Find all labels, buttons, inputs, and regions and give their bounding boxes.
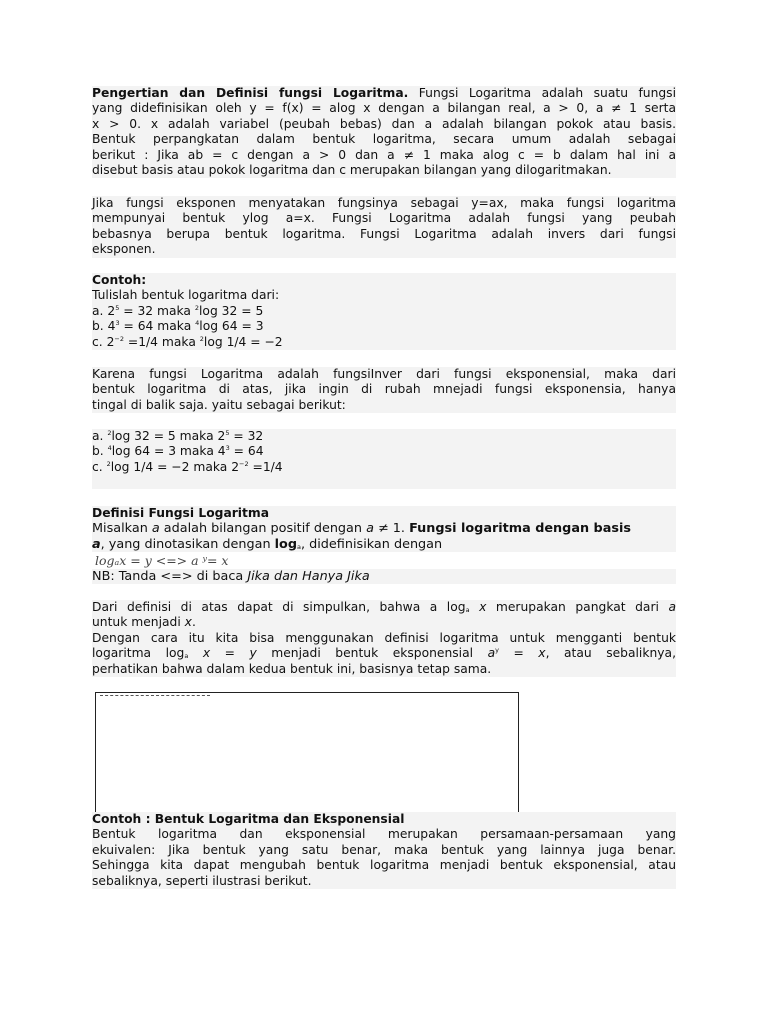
definisi-line-1: Misalkan a adalah bilangan positif dengan a ≠ 1. Fungsi logaritma dengan basis bbox=[92, 521, 631, 537]
balik-list bbox=[92, 429, 676, 489]
paragraph-karena bbox=[92, 367, 676, 413]
paragraph-line: Jika fungsi eksponen menyatakan fungsinya sebagai y=ax, maka fungsi logaritma bbox=[92, 196, 676, 210]
contoh-bentuk-heading: Contoh : Bentuk Logaritma dan Eksponensial bbox=[92, 812, 405, 826]
contoh-item-c: c. $2^{-2} =1/4$ maka $^2$log 1/4 = −2 bbox=[92, 334, 283, 349]
paragraph-line: x > 0. x adalah variabel (peubah bebas) dan a adalah bilangan pokok atau basis. bbox=[92, 116, 676, 131]
contoh-item-b: b. $4^3 = 64$ maka $^4$log 64 = 3 bbox=[92, 319, 264, 334]
contoh-item-a: a. $2^5 = 32$ maka $^2$log 32 = 5 bbox=[92, 303, 264, 318]
balik-item-a: a. $^2$log 32 = 5 maka $2^5 = 32$ bbox=[92, 429, 264, 443]
contoh-bentuk-section bbox=[92, 812, 676, 889]
image-placeholder bbox=[95, 692, 519, 812]
contoh-intro: Tulislah bentuk logaritma dari: bbox=[92, 288, 280, 303]
paragraph-line: Bentuk perpangkatan dalam bentuk logaritma, secara umum adalah sebagai bbox=[92, 132, 676, 147]
paragraph-line: Dengan cara itu kita bisa menggunakan definisi logaritma untuk mengganti bentuk bbox=[92, 630, 676, 645]
paragraph-line: Sehingga kita dapat mengubah bentuk logaritma menjadi bentuk eksponensial, atau bbox=[92, 858, 676, 873]
section-heading-pengertian: Pengertian dan Definisi fungsi Logaritma. bbox=[92, 86, 409, 100]
paragraph-line: untuk menjadi x. bbox=[92, 615, 196, 630]
balik-item-c: c. $^2$log 1/4 = −2 maka $2^{-2} =1/4$ bbox=[92, 459, 283, 474]
paragraph-kesimpulan bbox=[92, 600, 676, 677]
definisi-formula: logₐx = y <=> a ʸ= x bbox=[95, 553, 229, 568]
paragraph-line: yang didefinisikan oleh y = f(x) = alog x dengan a bilangan real, a > 0, a ≠ 1 serta bbox=[92, 101, 676, 116]
paragraph-line: disebut basis atau pokok logaritma dan c merupakan bilangan yang dilogaritmakan. bbox=[92, 163, 612, 178]
definisi-line-2: a, yang dinotasikan dengan $\log_a$, didefinisikan dengan bbox=[92, 536, 443, 552]
paragraph-line: mempunyai bentuk ylog a=x. Fungsi Logaritma adalah fungsi yang peubah bbox=[92, 211, 676, 226]
definisi-heading: Definisi Fungsi Logaritma bbox=[92, 506, 270, 520]
paragraph-line: Pengertian dan Definisi fungsi Logaritma. Fungsi Logaritma adalah suatu fungsi bbox=[92, 86, 676, 100]
balik-item-b: b. $^4$log 64 = 3 maka $4^3 = 64$ bbox=[92, 444, 264, 459]
definisi-section bbox=[92, 506, 676, 552]
paragraph-line: bebasnya berupa bentuk logaritma. Fungsi Logaritma adalah invers dari fungsi bbox=[92, 226, 676, 241]
paragraph-line: Dari definisi di atas dapat di simpulkan, bahwa a $\log_a x$ merupakan pangkat dari a bbox=[92, 600, 676, 614]
paragraph-line: perhatikan bahwa dalam kedua bentuk ini, basisnya tetap sama. bbox=[92, 661, 492, 676]
paragraph-line: ekuivalen: Jika bentuk yang satu benar, maka bentuk yang lainnya juga benar. bbox=[92, 842, 676, 857]
paragraph-line: tingal di balik saja. yaitu sebagai berikut: bbox=[92, 397, 346, 412]
paragraph-line: Bentuk logaritma dan eksponensial merupakan persamaan-persamaan yang bbox=[92, 827, 676, 842]
paragraph-line: logaritma $\log_a x = y$ menjadi bentuk eksponensial $a^y = x$, atau sebaliknya, bbox=[92, 646, 676, 661]
paragraph-line: sebaliknya, seperti ilustrasi berikut. bbox=[92, 873, 312, 888]
contoh-section bbox=[92, 273, 676, 350]
paragraph-line: eksponen. bbox=[92, 242, 156, 257]
paragraph-line: berikut : Jika ab = c dengan a > 0 dan a ≠ 1 maka alog c = b dalam hal ini a bbox=[92, 147, 676, 162]
contoh-heading: Contoh: bbox=[92, 273, 147, 287]
paragraph-fungsi-eksponen bbox=[92, 196, 676, 258]
paragraph-line: Karena fungsi Logaritma adalah fungsiInver dari fungsi eksponensial, maka dari bbox=[92, 367, 676, 381]
paragraph-line: bentuk logaritma di atas, jika ingin di rubah mnejadi fungsi eksponensia, hanya bbox=[92, 382, 676, 397]
paragraph-pengertian bbox=[92, 86, 676, 178]
image-placeholder-line bbox=[100, 695, 210, 697]
nb-note: NB: Tanda <=> di baca Jika dan Hanya Jika bbox=[92, 569, 676, 584]
